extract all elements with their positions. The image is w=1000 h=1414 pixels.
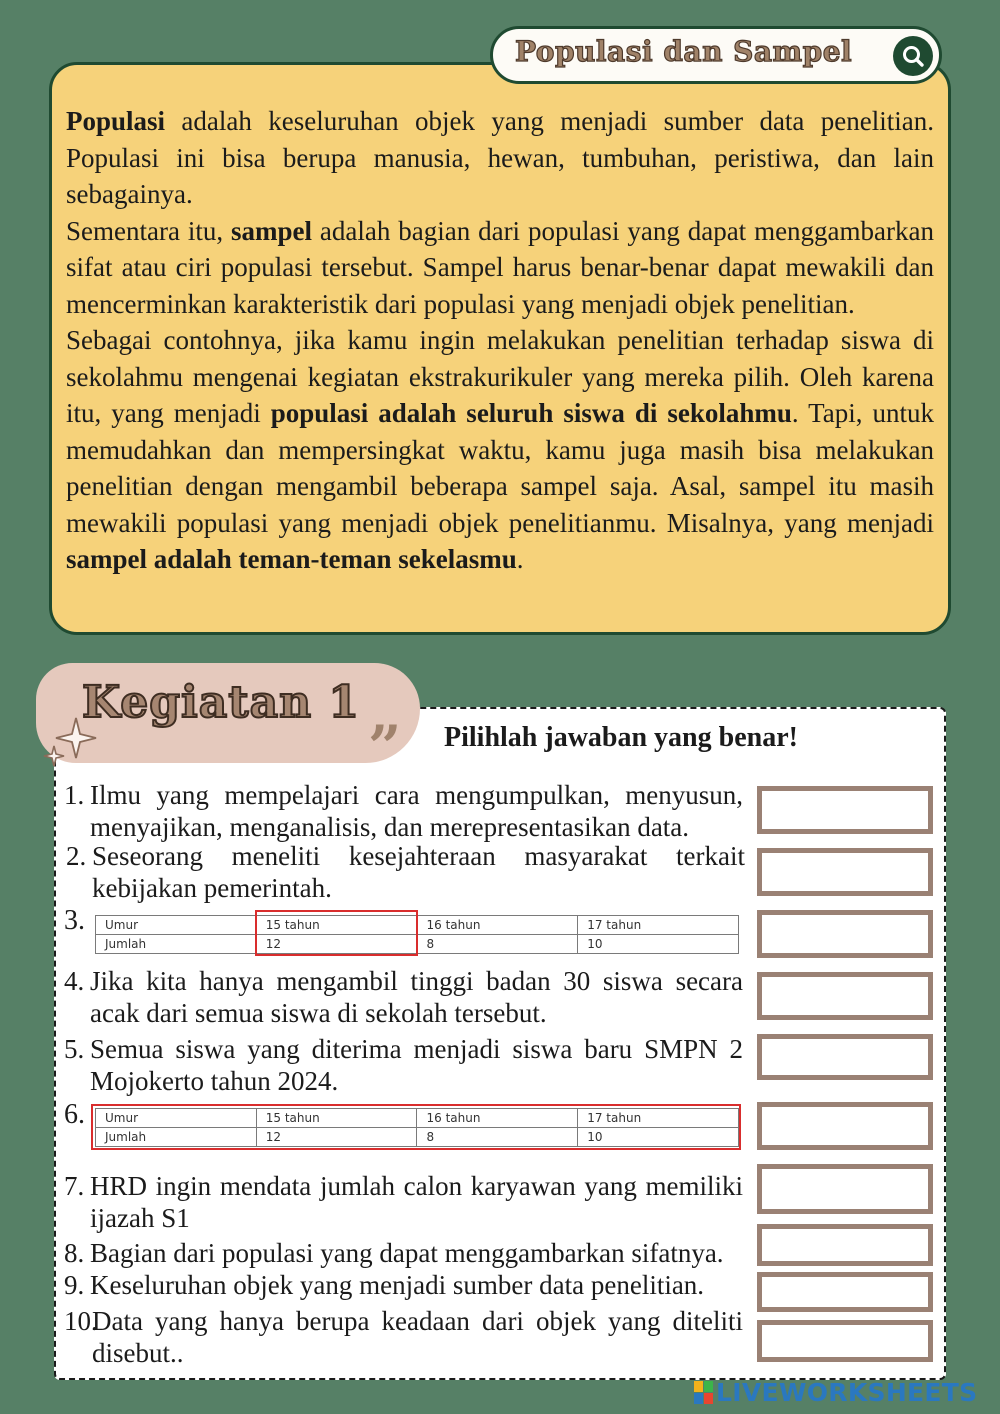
table-cell: 17 tahun — [578, 916, 739, 935]
answer-box-1[interactable] — [757, 786, 933, 834]
answer-box-10[interactable] — [757, 1320, 933, 1362]
table-cell: Jumlah — [96, 935, 257, 954]
table-cell: 8 — [417, 935, 578, 954]
question-number: 2. — [66, 841, 87, 871]
question-number: 4. — [64, 966, 85, 996]
intro-text: . — [516, 544, 524, 574]
table-cell: Jumlah — [96, 1128, 257, 1147]
answer-box-4[interactable] — [757, 972, 933, 1020]
question-9 — [64, 1269, 743, 1301]
sparkle-icon — [40, 712, 102, 774]
question-number: 5. — [64, 1034, 85, 1064]
table-cell: 16 tahun — [417, 1109, 578, 1128]
table-cell: 10 — [578, 935, 739, 954]
highlight-column-box — [255, 910, 418, 956]
answer-box-7[interactable] — [757, 1164, 933, 1214]
answer-box-6[interactable] — [757, 1102, 933, 1150]
question-8 — [64, 1237, 743, 1269]
highlight-table-box — [91, 1104, 741, 1150]
question-2 — [66, 840, 745, 904]
emphasis-sampel: sampel adalah teman-teman sekelasmu — [66, 544, 517, 574]
search-icon — [893, 36, 933, 76]
liveworksheets-logo-icon — [694, 1381, 713, 1404]
table-cell: 16 tahun — [417, 916, 578, 935]
question-text: Keseluruhan objek yang menjadi sumber data penelitian. — [90, 1270, 705, 1300]
question-text: Jika kita hanya mengambil tinggi badan 30 siswa secara acak dari semua siswa di sekolah tersebut. — [90, 966, 743, 1028]
intro-paragraph-2 — [66, 213, 934, 323]
answer-box-9[interactable] — [757, 1272, 933, 1312]
intro-paragraph-3 — [66, 322, 934, 578]
quote-icon: ” — [368, 713, 402, 781]
intro-text: adalah bagian dari populasi yang dapat menggambarkan sifat atau ciri populasi tersebut. Sampel harus benar-benar dapat mewakili dan mencerminkan karakteristik dari populasi yang menjadi objek penelitian. — [66, 215, 934, 319]
question-7 — [64, 1170, 743, 1234]
question-text: Bagian dari populasi yang dapat menggambarkan sifatnya. — [90, 1238, 724, 1268]
table-cell: 17 tahun — [578, 1109, 739, 1128]
table-cell: Umur — [96, 1109, 257, 1128]
question-1 — [64, 779, 743, 843]
intro-paragraph-1 — [66, 103, 934, 213]
question-4 — [64, 965, 743, 1029]
question-text: Semua siswa yang diterima menjadi siswa baru SMPN 2 Mojokerto tahun 2024. — [90, 1034, 743, 1096]
question-5 — [64, 1033, 743, 1097]
term-sampel: sampel — [230, 215, 312, 246]
table-cell: 12 — [256, 1128, 417, 1147]
question-number: 6. — [64, 1099, 85, 1130]
table-cell: 12 — [256, 935, 417, 954]
table-cell: 15 tahun — [256, 916, 417, 935]
intro-text: Sebagai contohnya, jika kamu ingin melakukan penelitian terhadap siswa di sekolahmu mengenai kegiatan ekstrakurikuler yang mereka pilih. Oleh karena itu, yang menjadi — [66, 325, 934, 428]
question-number: 10. — [64, 1306, 98, 1336]
answer-box-8[interactable] — [757, 1224, 933, 1266]
table-cell: 10 — [578, 1128, 739, 1147]
question-number: 8. — [64, 1238, 85, 1268]
question-number: 1. — [64, 780, 85, 810]
instruction-text: Pilihlah jawaban yang benar! — [444, 722, 798, 753]
question-number: 7. — [64, 1171, 85, 1201]
liveworksheets-logo — [694, 1378, 977, 1407]
question-text: Ilmu yang mempelajari cara mengumpulkan, menyusun, menyajikan, menganalisis, dan merepresentasikan data. — [90, 780, 743, 842]
intro-text: Sementara itu, — [66, 215, 231, 246]
table-cell: 15 tahun — [256, 1109, 417, 1128]
question-text: Seseorang meneliti kesejahteraan masyarakat terkait kebijakan pemerintah. — [92, 841, 745, 903]
question-number: 9. — [64, 1270, 85, 1300]
watermark-text: LIVEWORKSHEETS — [716, 1378, 978, 1407]
intro-text: . Tapi, untuk memudahkan dan mempersingkat waktu, kamu juga masih bisa melakukan penelitian dengan mengambil beberapa sampel saja. Asal, sampel itu masih mewakili populasi yang menjadi objek penelitianmu. Misalnya, yang menjadi — [66, 398, 935, 538]
question-text: Data yang hanya berupa keadaan dari objek yang diteliti disebut.. — [92, 1306, 743, 1368]
emphasis-populasi: populasi adalah seluruh siswa di sekolahmu — [270, 398, 792, 428]
activity-title: Kegiatan 1 — [82, 677, 361, 728]
page-title: Populasi dan Sampel — [515, 35, 853, 68]
question-10 — [64, 1305, 743, 1369]
question-text: HRD ingin mendata jumlah calon karyawan yang memiliki ijazah S1 — [90, 1171, 743, 1233]
table-cell: 8 — [417, 1128, 578, 1147]
answer-box-5[interactable] — [757, 1034, 933, 1080]
info-card — [49, 62, 951, 635]
title-banner — [490, 26, 942, 84]
question-number: 3. — [64, 905, 85, 936]
answer-box-3[interactable] — [757, 910, 933, 958]
table-cell: Umur — [96, 916, 257, 935]
answer-box-2[interactable] — [757, 848, 933, 896]
term-populasi: Populasi — [66, 106, 166, 136]
intro-text: adalah keseluruhan objek yang menjadi sumber data penelitian. Populasi ini bisa berupa manusia, hewan, tumbuhan, peristiwa, dan lain sebagainya. — [66, 106, 934, 209]
